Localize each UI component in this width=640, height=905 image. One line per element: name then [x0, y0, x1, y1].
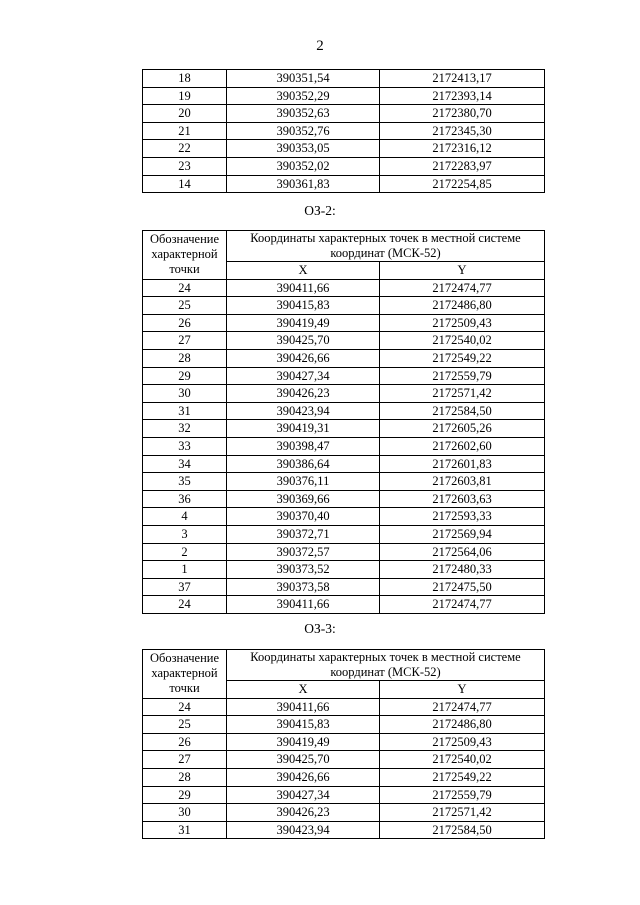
- table-row: [143, 490, 545, 508]
- page-number: 2: [316, 38, 324, 54]
- x-coordinate-cell: 390352,29: [227, 87, 380, 105]
- oz2-caption: ОЗ-2:: [304, 203, 336, 218]
- y-coordinate-cell: 2172475,50: [380, 578, 545, 596]
- oz2-coordinates-table: [142, 230, 545, 614]
- x-coordinate-cell: 390373,58: [227, 578, 380, 596]
- x-coordinate-cell: 390361,83: [227, 175, 380, 193]
- x-coordinate-cell: 390419,49: [227, 314, 380, 332]
- y-coordinate-cell: 2172584,50: [380, 402, 545, 420]
- y-coordinate-cell: 2172571,42: [380, 804, 545, 822]
- table-row: [143, 122, 545, 140]
- x-coordinate-cell: 390352,63: [227, 105, 380, 123]
- x-coordinate-cell: 390411,66: [227, 596, 380, 614]
- table-row: [143, 367, 545, 385]
- x-coordinate-cell: 390369,66: [227, 490, 380, 508]
- table-row: [143, 105, 545, 123]
- x-coordinate-cell: 390415,83: [227, 716, 380, 734]
- table-row: [143, 561, 545, 579]
- table-row: [143, 768, 545, 786]
- y-coordinate-cell: 2172559,79: [380, 786, 545, 804]
- x-coordinate-cell: 390419,31: [227, 420, 380, 438]
- x-coordinate-cell: 390423,94: [227, 821, 380, 839]
- table-row: [143, 297, 545, 315]
- x-coordinate-cell: 390411,66: [227, 698, 380, 716]
- table-row: [143, 698, 545, 716]
- y-coordinate-cell: 2172569,94: [380, 525, 545, 543]
- y-coordinate-cell: 2172486,80: [380, 716, 545, 734]
- table-row: [143, 140, 545, 158]
- point-id-cell: 25: [143, 716, 227, 734]
- table-row: [143, 508, 545, 526]
- point-id-cell: 21: [143, 122, 227, 140]
- table-row: [143, 349, 545, 367]
- point-id-cell: 30: [143, 385, 227, 403]
- table-body: [143, 70, 545, 193]
- y-coordinate-cell: 2172549,22: [380, 768, 545, 786]
- y-coordinate-cell: 2172584,50: [380, 821, 545, 839]
- point-id-cell: 28: [143, 349, 227, 367]
- table-body: [143, 698, 545, 839]
- x-coordinate-cell: 390426,23: [227, 385, 380, 403]
- point-id-cell: 3: [143, 525, 227, 543]
- point-id-cell: 31: [143, 821, 227, 839]
- y-coordinate-cell: 2172413,17: [380, 70, 545, 88]
- table-row: [143, 821, 545, 839]
- table-row: [143, 578, 545, 596]
- point-id-cell: 35: [143, 473, 227, 491]
- point-column-header: Обозначение характерной точки: [143, 650, 227, 699]
- table-row: [143, 473, 545, 491]
- x-coordinate-cell: 390372,57: [227, 543, 380, 561]
- point-id-cell: 18: [143, 70, 227, 88]
- point-id-cell: 14: [143, 175, 227, 193]
- y-coordinate-cell: 2172602,60: [380, 437, 545, 455]
- x-coordinate-cell: 390415,83: [227, 297, 380, 315]
- x-coordinate-cell: 390419,49: [227, 733, 380, 751]
- table-row: [143, 279, 545, 297]
- table-row: [143, 332, 545, 350]
- y-coordinate-cell: 2172540,02: [380, 332, 545, 350]
- table-row: [143, 437, 545, 455]
- y-column-header: Y: [380, 262, 545, 280]
- point-id-cell: 34: [143, 455, 227, 473]
- y-coordinate-cell: 2172474,77: [380, 698, 545, 716]
- y-coordinate-cell: 2172474,77: [380, 279, 545, 297]
- point-id-cell: 31: [143, 402, 227, 420]
- coordinates-column-header: Координаты характерных точек в местной системе координат (МСК-52): [227, 650, 545, 681]
- point-id-cell: 27: [143, 332, 227, 350]
- coordinates-table-continued: [142, 69, 545, 193]
- x-coordinate-cell: 390426,66: [227, 349, 380, 367]
- x-coordinate-cell: 390353,05: [227, 140, 380, 158]
- point-id-cell: 37: [143, 578, 227, 596]
- x-coordinate-cell: 390425,70: [227, 332, 380, 350]
- y-coordinate-cell: 2172345,30: [380, 122, 545, 140]
- x-coordinate-cell: 390425,70: [227, 751, 380, 769]
- point-id-cell: 24: [143, 698, 227, 716]
- point-id-cell: 26: [143, 314, 227, 332]
- y-coordinate-cell: 2172509,43: [380, 314, 545, 332]
- y-coordinate-cell: 2172605,26: [380, 420, 545, 438]
- table-row: [143, 716, 545, 734]
- y-coordinate-cell: 2172474,77: [380, 596, 545, 614]
- x-coordinate-cell: 390386,64: [227, 455, 380, 473]
- y-column-header: Y: [380, 681, 545, 699]
- table-row: [143, 175, 545, 193]
- x-coordinate-cell: 390423,94: [227, 402, 380, 420]
- y-coordinate-cell: 2172486,80: [380, 297, 545, 315]
- x-coordinate-cell: 390370,40: [227, 508, 380, 526]
- point-id-cell: 36: [143, 490, 227, 508]
- y-coordinate-cell: 2172593,33: [380, 508, 545, 526]
- table-row: [143, 786, 545, 804]
- x-column-header: X: [227, 681, 380, 699]
- point-id-cell: 19: [143, 87, 227, 105]
- y-coordinate-cell: 2172393,14: [380, 87, 545, 105]
- table-row: [143, 596, 545, 614]
- table-row: [143, 314, 545, 332]
- point-id-cell: 24: [143, 596, 227, 614]
- y-coordinate-cell: 2172571,42: [380, 385, 545, 403]
- point-id-cell: 25: [143, 297, 227, 315]
- point-id-cell: 28: [143, 768, 227, 786]
- x-coordinate-cell: 390427,34: [227, 786, 380, 804]
- table-row: [143, 525, 545, 543]
- x-coordinate-cell: 390372,71: [227, 525, 380, 543]
- point-id-cell: 2: [143, 543, 227, 561]
- x-coordinate-cell: 390376,11: [227, 473, 380, 491]
- x-coordinate-cell: 390411,66: [227, 279, 380, 297]
- oz3-caption: ОЗ-3:: [304, 621, 336, 636]
- x-coordinate-cell: 390373,52: [227, 561, 380, 579]
- point-id-cell: 29: [143, 786, 227, 804]
- table-row: [143, 157, 545, 175]
- table-row: [143, 385, 545, 403]
- table-row: [143, 70, 545, 88]
- x-coordinate-cell: 390426,66: [227, 768, 380, 786]
- x-coordinate-cell: 390351,54: [227, 70, 380, 88]
- x-coordinate-cell: 390352,76: [227, 122, 380, 140]
- x-coordinate-cell: 390352,02: [227, 157, 380, 175]
- point-column-header: Обозначение характерной точки: [143, 231, 227, 280]
- point-id-cell: 29: [143, 367, 227, 385]
- y-coordinate-cell: 2172601,83: [380, 455, 545, 473]
- y-coordinate-cell: 2172254,85: [380, 175, 545, 193]
- table-row: [143, 733, 545, 751]
- point-id-cell: 33: [143, 437, 227, 455]
- table-row: [143, 420, 545, 438]
- table-row: [143, 402, 545, 420]
- x-column-header: X: [227, 262, 380, 280]
- y-coordinate-cell: 2172316,12: [380, 140, 545, 158]
- y-coordinate-cell: 2172283,97: [380, 157, 545, 175]
- table-body: [143, 279, 545, 613]
- point-id-cell: 26: [143, 733, 227, 751]
- point-id-cell: 23: [143, 157, 227, 175]
- table-row: [143, 87, 545, 105]
- table-row: [143, 455, 545, 473]
- table-row: [143, 804, 545, 822]
- y-coordinate-cell: 2172564,06: [380, 543, 545, 561]
- point-id-cell: 24: [143, 279, 227, 297]
- point-id-cell: 20: [143, 105, 227, 123]
- point-id-cell: 30: [143, 804, 227, 822]
- table-row: [143, 543, 545, 561]
- point-id-cell: 4: [143, 508, 227, 526]
- table-row: [143, 751, 545, 769]
- y-coordinate-cell: 2172603,81: [380, 473, 545, 491]
- y-coordinate-cell: 2172480,33: [380, 561, 545, 579]
- y-coordinate-cell: 2172603,63: [380, 490, 545, 508]
- x-coordinate-cell: 390426,23: [227, 804, 380, 822]
- point-id-cell: 27: [143, 751, 227, 769]
- x-coordinate-cell: 390427,34: [227, 367, 380, 385]
- oz3-coordinates-table: [142, 649, 545, 839]
- x-coordinate-cell: 390398,47: [227, 437, 380, 455]
- coordinates-column-header: Координаты характерных точек в местной системе координат (МСК-52): [227, 231, 545, 262]
- y-coordinate-cell: 2172380,70: [380, 105, 545, 123]
- point-id-cell: 22: [143, 140, 227, 158]
- y-coordinate-cell: 2172559,79: [380, 367, 545, 385]
- point-id-cell: 1: [143, 561, 227, 579]
- y-coordinate-cell: 2172549,22: [380, 349, 545, 367]
- y-coordinate-cell: 2172540,02: [380, 751, 545, 769]
- point-id-cell: 32: [143, 420, 227, 438]
- y-coordinate-cell: 2172509,43: [380, 733, 545, 751]
